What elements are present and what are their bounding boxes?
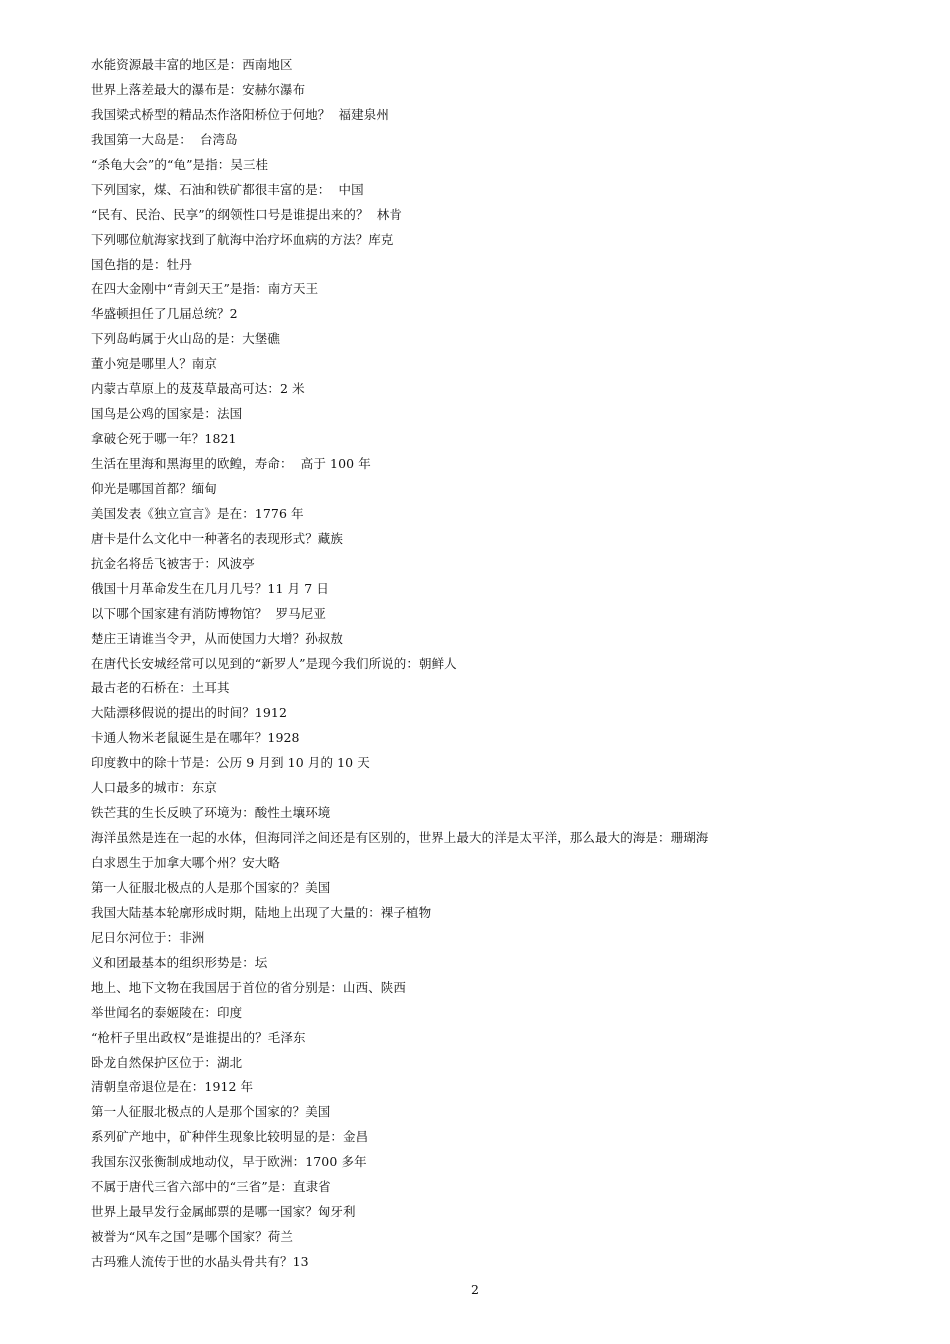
list-item: 古玛雅人流传于世的水晶头骨共有？13 <box>91 1254 309 1269</box>
list-item: 抗金名将岳飞被害于：风波亭 <box>91 555 255 571</box>
list-item: 内蒙古草原上的芨芨草最高可达：2 米 <box>91 381 305 397</box>
list-item: 第一人征服北极点的人是那个国家的？美国 <box>91 1104 331 1120</box>
list-item: 地上、地下文物在我国居于首位的省分别是：山西、陕西 <box>91 979 407 995</box>
list-item: 华盛顿担任了几届总统？2 <box>91 306 238 322</box>
list-item: 仰光是哪国首都？缅甸 <box>91 480 218 496</box>
list-item: 我国东汉张衡制成地动仪，早于欧洲：1700 多年 <box>91 1154 367 1170</box>
list-item: 唐卡是什么文化中一种著名的表现形式？藏族 <box>91 530 344 546</box>
quiz-answer-list <box>91 53 911 1275</box>
list-item: 清朝皇帝退位是在：1912 年 <box>91 1079 254 1095</box>
list-item: 第一人征服北极点的人是那个国家的？美国 <box>91 879 331 895</box>
list-item: 世界上最早发行金属邮票的是哪一国家？匈牙利 <box>91 1204 356 1220</box>
page-number: 2 <box>471 1282 479 1297</box>
list-item: 下列哪位航海家找到了航海中治疗坏血病的方法？库克 <box>91 231 394 247</box>
list-item: 我国大陆基本轮廓形成时期，陆地上出现了大量的：裸子植物 <box>91 904 432 920</box>
list-item: 楚庄王请谁当令尹，从而使国力大增？孙叔敖 <box>91 630 344 646</box>
list-item: 海洋虽然是连在一起的水体，但海同洋之间还是有区别的，世界上最大的洋是太平洋，那么最大的海是：珊瑚海 <box>91 830 709 846</box>
list-item: 我国第一大岛是： 台湾岛 <box>91 131 238 147</box>
list-item: “民有、民治、民享”的纲领性口号是谁提出来的？ 林肯 <box>91 206 402 222</box>
list-item: 最古老的石桥在：土耳其 <box>91 680 230 696</box>
list-item: 卡通人物米老鼠诞生是在哪年？1928 <box>91 730 300 746</box>
list-item: 在唐代长安城经常可以见到的“新罗人”是现今我们所说的：朝鲜人 <box>91 655 457 671</box>
list-item: 拿破仑死于哪一年？1821 <box>91 431 237 447</box>
list-item: 董小宛是哪里人？南京 <box>91 356 218 372</box>
list-item: 不属于唐代三省六部中的“三省”是：直隶省 <box>91 1179 331 1195</box>
list-item: 在四大金刚中“青剑天王”是指：南方天王 <box>91 281 319 297</box>
list-item: 人口最多的城市：东京 <box>91 780 218 796</box>
list-item: 我国梁式桥型的精品杰作洛阳桥位于何地？ 福建泉州 <box>91 106 389 122</box>
list-item: “杀龟大会”的“龟”是指：吴三桂 <box>91 156 269 172</box>
list-item: 系列矿产地中，矿种伴生现象比较明显的是：金昌 <box>91 1129 369 1145</box>
list-item: 以下哪个国家建有消防博物馆？ 罗马尼亚 <box>91 605 326 621</box>
list-item: 生活在里海和黑海里的欧鳇，寿命： 高于 100 年 <box>91 456 371 471</box>
list-item: 大陆漂移假说的提出的时间？1912 <box>91 705 288 721</box>
list-item: “枪杆子里出政权”是谁提出的？毛泽东 <box>91 1029 306 1045</box>
list-item: 水能资源最丰富的地区是：西南地区 <box>91 57 293 72</box>
list-item: 被誉为“风车之国”是哪个国家？荷兰 <box>91 1229 293 1245</box>
list-item: 铁芒萁的生长反映了环境为：酸性土壤环境 <box>91 805 331 821</box>
list-item: 下列岛屿属于火山岛的是：大堡礁 <box>91 331 281 347</box>
list-item: 卧龙自然保护区位于：湖北 <box>91 1054 243 1070</box>
list-item: 尼日尔河位于：非洲 <box>91 929 205 945</box>
list-item: 白求恩生于加拿大哪个州？安大略 <box>91 855 281 870</box>
list-item: 世界上落差最大的瀑布是：安赫尔瀑布 <box>91 81 306 97</box>
list-item: 国色指的是：牡丹 <box>91 256 192 272</box>
list-item: 美国发表《独立宣言》是在：1776 年 <box>91 505 304 521</box>
list-item: 举世闻名的泰姬陵在：印度 <box>91 1004 243 1020</box>
list-item: 下列国家，煤、石油和铁矿都很丰富的是： 中国 <box>91 181 364 197</box>
list-item: 印度教中的除十节是：公历 9 月到 10 月的 10 天 <box>91 755 370 771</box>
list-item: 俄国十月革命发生在几月几号？11 月 7 日 <box>91 580 329 596</box>
list-item: 义和团最基本的组织形势是：坛 <box>91 954 268 970</box>
list-item: 国鸟是公鸡的国家是：法国 <box>91 406 243 422</box>
